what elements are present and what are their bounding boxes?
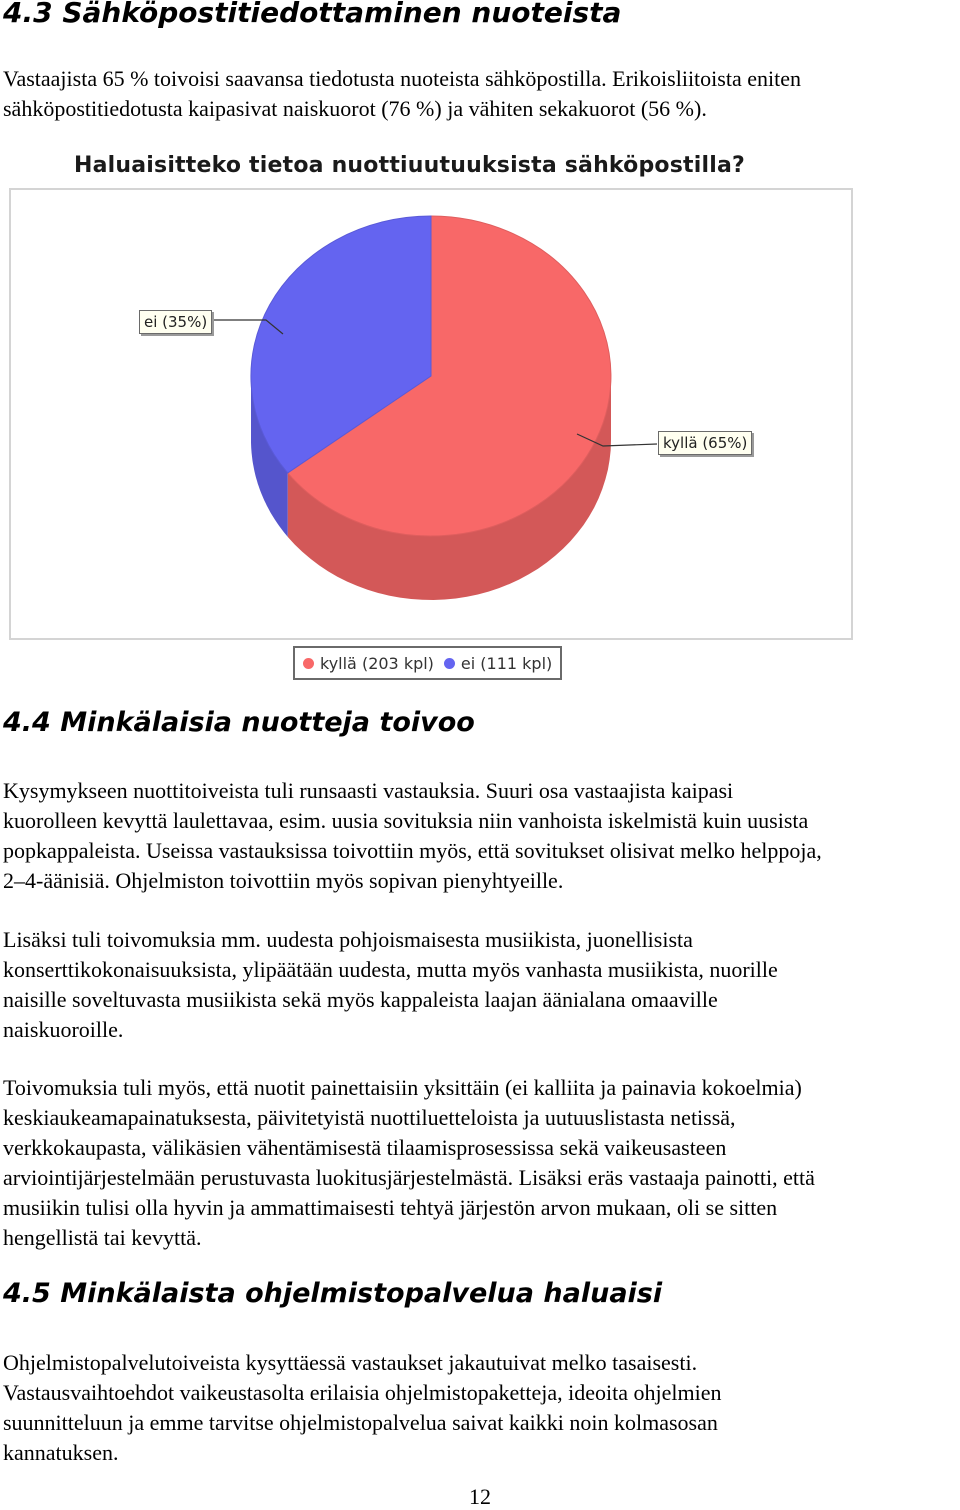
text-line: kannatuksen. <box>3 1440 119 1465</box>
chart-frame <box>9 188 853 640</box>
legend-swatch-ei <box>444 658 455 669</box>
text-line: 2–4-äänisiä. Ohjelmiston toivottiin myös sopivan pienyhtyeille. <box>3 868 564 893</box>
text-line: naisille soveltuvasta musiikista sekä myös kappaleista laajan äänialana omaaville <box>3 987 718 1012</box>
text-line: popkappaleista. Useissa vastauksissa toivottiin myös, että sovitukset olisivat melko helppoja, <box>3 838 822 863</box>
paragraph-4-5 <box>3 1348 958 1468</box>
slice-label-ei: ei (35%) <box>139 310 212 334</box>
text-line: Vastausvaihtoehdot vaikeustasolta erilaisia ohjelmistopaketteja, ideoita ohjelmien <box>3 1380 722 1405</box>
text-line: Ohjelmistopalvelutoiveista kysyttäessä vastaukset jakautuivat melko tasaisesti. <box>3 1350 698 1375</box>
chart-title: Haluaisitteko tietoa nuottiuutuuksista sähköpostilla? <box>74 153 745 178</box>
text-line: hengellistä tai kevyttä. <box>3 1225 202 1250</box>
text-line: Lisäksi tuli toivomuksia mm. uudesta pohjoismaisesta musiikista, juonellisista <box>3 927 693 952</box>
chart-legend <box>293 646 562 680</box>
paragraph-4-4-3 <box>3 1073 958 1253</box>
section-heading-4-3: 4.3 Sähköpostitiedottaminen nuoteista <box>3 0 622 29</box>
text-line: musiikin tulisi olla hyvin ja ammattimaisesti tehtyä järjestön arvon mukaan, oli se sitten <box>3 1195 778 1220</box>
text-line: Toivomuksia tuli myös, että nuotit painettaisiin yksittäin (ei kalliita ja painavia kokoelmia) <box>3 1075 802 1100</box>
legend-label-ei: ei (111 kpl) <box>460 653 553 673</box>
legend-swatch-kylla <box>303 658 314 669</box>
text-line: kuorolleen kevyttä laulettavaa, esim. uusia sovituksia niin vanhoista iskelmistä kuin uusista <box>3 808 809 833</box>
text-line: sähköpostitiedotusta kaipasivat naiskuorot (76 %) ja vähiten sekakuorot (56 %). <box>3 96 707 121</box>
text-line: arviointijärjestelmään perustuvasta luokitusjärjestelmästä. Lisäksi eräs vastaaja painotti, että <box>3 1165 815 1190</box>
text-line: keskiaukeamapainatuksesta, päivitetyistä nuottiluetteloista ja uutuuslistasta netissä, <box>3 1105 736 1130</box>
pie-chart <box>11 190 851 638</box>
paragraph-4-3 <box>3 64 958 124</box>
text-line: Vastaajista 65 % toivoisi saavansa tiedotusta nuoteista sähköpostilla. Erikoisliitoista eniten <box>3 66 801 91</box>
section-heading-4-4: 4.4 Minkälaisia nuotteja toivoo <box>3 707 475 738</box>
paragraph-4-4-2 <box>3 925 958 1045</box>
text-line: suunnitteluun ja emme tarvitse ohjelmistopalvelua saivat kaikki noin kolmasosan <box>3 1410 718 1435</box>
text-line: Kysymykseen nuottitoiveista tuli runsaasti vastauksia. Suuri osa vastaajista kaipasi <box>3 778 734 803</box>
page-number: 12 <box>469 1484 491 1509</box>
slice-label-kylla: kyllä (65%) <box>658 431 752 455</box>
section-heading-4-5: 4.5 Minkälaista ohjelmistopalvelua haluaisi <box>3 1278 663 1309</box>
paragraph-4-4-1 <box>3 776 958 896</box>
legend-label-kylla: kyllä (203 kpl) <box>320 653 434 673</box>
text-line: konserttikokonaisuuksista, ylipäätään uudesta, mutta myös vanhasta musiikista, nuorille <box>3 957 778 982</box>
text-line: verkkokaupasta, välikäsien vähentämisestä tilaamisprosessissa sekä vaikeusasteen <box>3 1135 727 1160</box>
text-line: naiskuoroille. <box>3 1017 124 1042</box>
